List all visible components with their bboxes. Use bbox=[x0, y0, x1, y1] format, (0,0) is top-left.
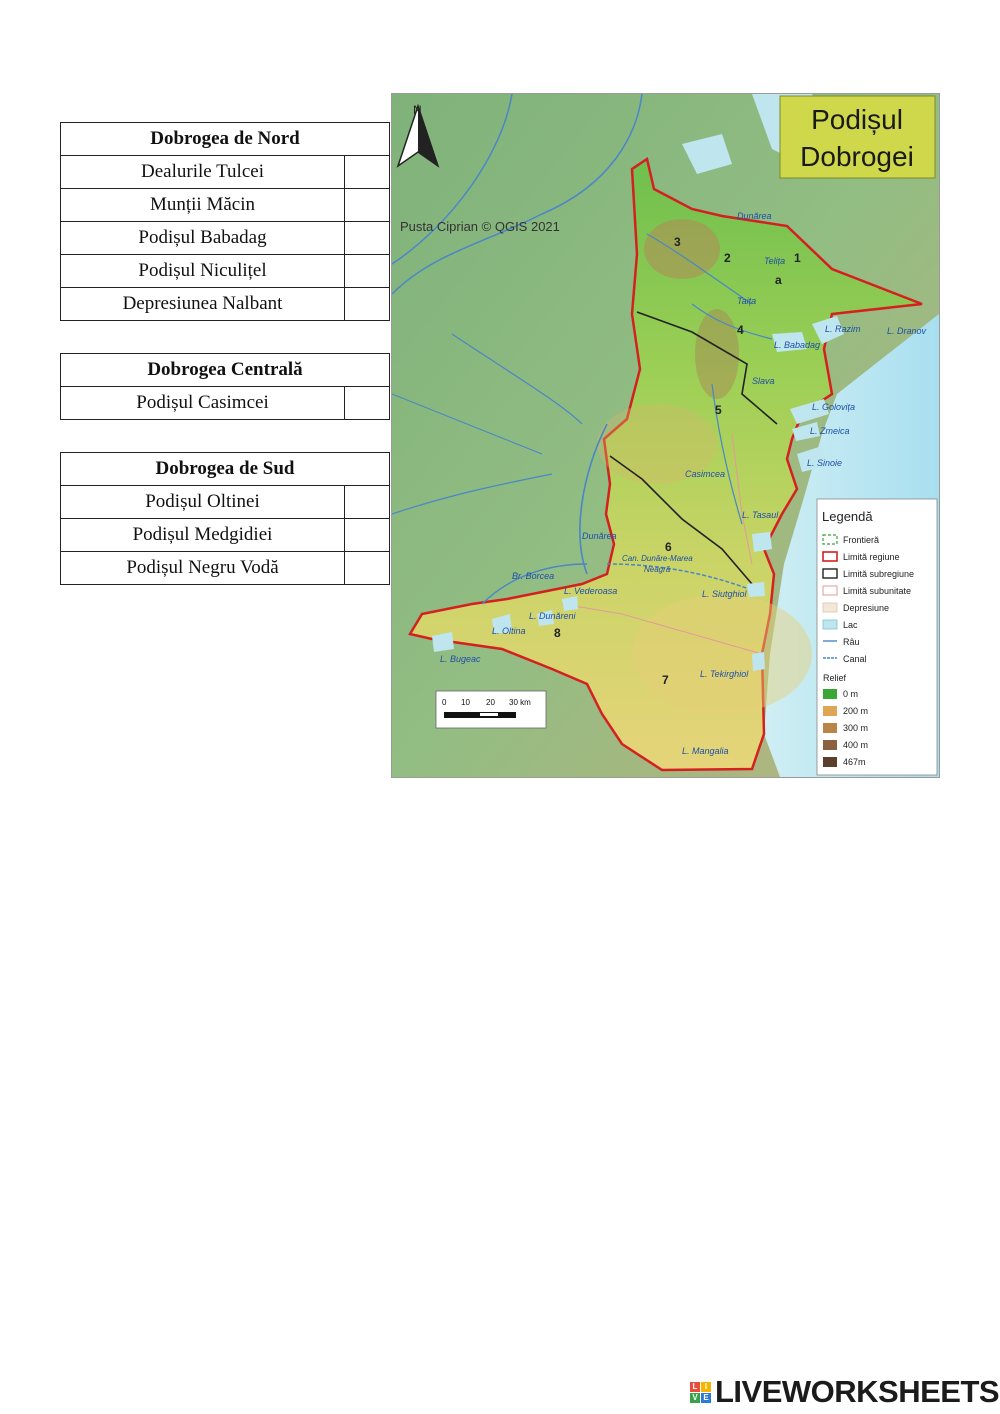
table-row bbox=[61, 288, 390, 321]
water-label: Neagră bbox=[644, 565, 671, 574]
table-row bbox=[61, 156, 390, 189]
lake-tekirghiol bbox=[752, 652, 765, 671]
water-label: L. Dunăreni bbox=[529, 611, 576, 621]
legend-swatch bbox=[823, 620, 837, 629]
table-row bbox=[61, 519, 390, 552]
scale-tick: 30 km bbox=[509, 698, 531, 707]
water-label: L. Oltina bbox=[492, 626, 526, 636]
row-label: Podișul Oltinei bbox=[61, 486, 345, 519]
answer-cell[interactable] bbox=[345, 222, 390, 255]
water-label: Casimcea bbox=[685, 469, 726, 479]
scale-tick: 0 bbox=[442, 698, 447, 707]
row-label: Podișul Casimcei bbox=[61, 387, 345, 420]
legend-title: Legendă bbox=[822, 509, 873, 524]
lake-tasaul bbox=[752, 532, 772, 552]
water-label: Slava bbox=[752, 376, 775, 386]
relief-swatch bbox=[823, 706, 837, 716]
legend-item: Limită regiune bbox=[843, 552, 900, 562]
relief-swatch bbox=[823, 757, 837, 767]
table-dobrogea-sud bbox=[60, 452, 390, 585]
brand-name: LIVEWORKSHEETS bbox=[715, 1374, 1000, 1409]
water-label: Taița bbox=[737, 296, 757, 306]
legend-relief-item: 200 m bbox=[843, 706, 869, 716]
north-letter: N bbox=[413, 103, 422, 117]
water-label: L. Tasaul bbox=[742, 510, 779, 520]
water-label: Dunărea bbox=[582, 531, 617, 541]
water-label: L. Zmeica bbox=[810, 426, 850, 436]
table-row bbox=[61, 255, 390, 288]
water-label: L. Dranov bbox=[887, 326, 927, 336]
legend-relief-item: 467m bbox=[843, 757, 866, 767]
table-row bbox=[61, 552, 390, 585]
answer-cell[interactable] bbox=[345, 519, 390, 552]
table-heading: Dobrogea de Sud bbox=[61, 453, 390, 486]
region-number: 1 bbox=[794, 251, 801, 265]
region-number: 4 bbox=[737, 323, 744, 337]
legend-relief-title: Relief bbox=[823, 673, 847, 683]
water-label: L. Babadag bbox=[774, 340, 821, 350]
row-label: Munții Măcin bbox=[61, 189, 345, 222]
region-number: 7 bbox=[662, 673, 669, 687]
relief-swatch bbox=[823, 740, 837, 750]
table-row bbox=[61, 387, 390, 420]
legend-item: Limită subregiune bbox=[843, 569, 915, 579]
answer-cell[interactable] bbox=[345, 486, 390, 519]
answer-cell[interactable] bbox=[345, 288, 390, 321]
water-label: L. Sinoie bbox=[807, 458, 843, 468]
legend-relief-item: 400 m bbox=[843, 740, 869, 750]
map-credit: Pusta Ciprian © QGIS 2021 bbox=[400, 219, 560, 234]
water-label: Br. Borcea bbox=[512, 571, 555, 581]
legend-item: Depresiune bbox=[843, 603, 890, 613]
legend-item: Limită subunitate bbox=[843, 586, 912, 596]
row-label: Podișul Niculițel bbox=[61, 255, 345, 288]
region-number: 3 bbox=[674, 235, 681, 249]
central-highland bbox=[695, 309, 739, 399]
legend-item: Canal bbox=[843, 654, 867, 664]
dobrogea-map bbox=[391, 93, 940, 778]
legend-item: Lac bbox=[843, 620, 858, 630]
row-label: Podișul Negru Vodă bbox=[61, 552, 345, 585]
table-row bbox=[61, 486, 390, 519]
relief-swatch bbox=[823, 723, 837, 733]
water-label: L. Vederoasa bbox=[564, 586, 618, 596]
scale-tick: 20 bbox=[486, 698, 495, 707]
water-label: L. Razim bbox=[825, 324, 861, 334]
lake-siutghiol bbox=[747, 582, 765, 597]
water-label: Telița bbox=[764, 256, 786, 266]
region-number: 6 bbox=[665, 540, 672, 554]
legend-item: Frontieră bbox=[843, 535, 880, 545]
row-label: Dealurile Tulcei bbox=[61, 156, 345, 189]
scale-tick: 10 bbox=[461, 698, 470, 707]
answer-cell[interactable] bbox=[345, 156, 390, 189]
answer-cell[interactable] bbox=[345, 552, 390, 585]
row-label: Podișul Babadag bbox=[61, 222, 345, 255]
map-title-line1: Podișul bbox=[811, 104, 903, 135]
region-number: 5 bbox=[715, 403, 722, 417]
answer-cell[interactable] bbox=[345, 387, 390, 420]
map-legend bbox=[817, 499, 937, 775]
legend-swatch bbox=[823, 603, 837, 612]
legend-relief-item: 300 m bbox=[843, 723, 869, 733]
scale-bar bbox=[436, 691, 546, 728]
region-number: 2 bbox=[724, 251, 731, 265]
water-label: L. Bugeac bbox=[440, 654, 481, 664]
row-label: Podișul Medgidiei bbox=[61, 519, 345, 552]
liveworksheets-logo-icon: L I V E bbox=[690, 1382, 711, 1403]
water-label: Dunărea bbox=[737, 211, 772, 221]
table-dobrogea-centrala bbox=[60, 353, 390, 420]
legend-item: Râu bbox=[843, 637, 860, 647]
region-number: a bbox=[775, 273, 782, 287]
liveworksheets-brand bbox=[690, 1374, 999, 1410]
answer-cell[interactable] bbox=[345, 189, 390, 222]
relief-swatch bbox=[823, 689, 837, 699]
south-shading bbox=[632, 594, 812, 714]
table-heading: Dobrogea Centrală bbox=[61, 354, 390, 387]
answer-cell[interactable] bbox=[345, 255, 390, 288]
table-dobrogea-nord bbox=[60, 122, 390, 321]
water-label: L. Golovița bbox=[812, 402, 856, 412]
table-row bbox=[61, 222, 390, 255]
water-label: L. Tekirghiol bbox=[700, 669, 749, 679]
water-label: Can. Dunăre-Marea bbox=[622, 554, 693, 563]
macin-mountains bbox=[644, 219, 720, 279]
table-row bbox=[61, 189, 390, 222]
region-number: 8 bbox=[554, 626, 561, 640]
water-label: L. Siutghiol bbox=[702, 589, 747, 599]
table-heading: Dobrogea de Nord bbox=[61, 123, 390, 156]
row-label: Depresiunea Nalbant bbox=[61, 288, 345, 321]
water-label: L. Mangalia bbox=[682, 746, 729, 756]
legend-relief-item: 0 m bbox=[843, 689, 859, 699]
map-title-line2: Dobrogei bbox=[800, 141, 914, 172]
